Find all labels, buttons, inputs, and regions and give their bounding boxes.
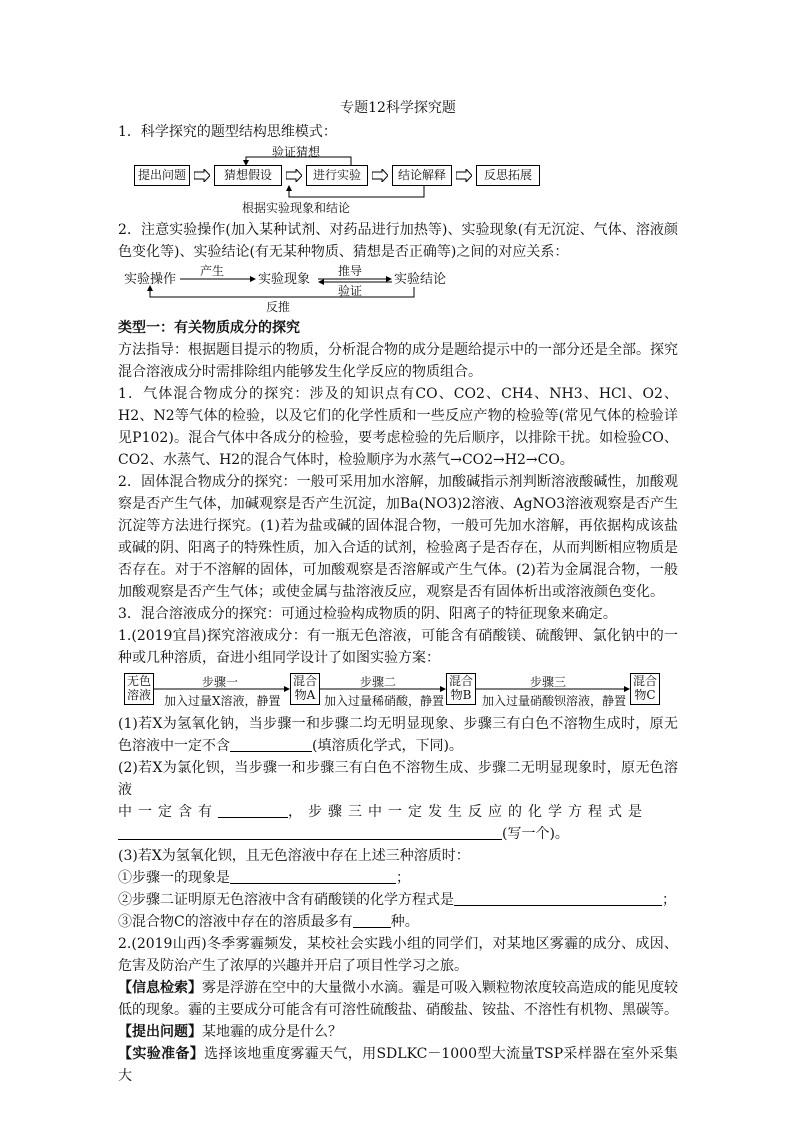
solid-mixture-paragraph: 2．固体混合物成分的探究：一般可采用加水溶解，加酸碱指示剂判断溶液酸碱性，加酸观察是否产生气体，加碱观察是否产生沉淀，加Ba(NO3)2溶液、AgNO3溶液观察是否产生沉淀等方法进行探究。(1)若为盐或碱的固体混合物，一般可先加水溶解，再依据构成该盐或碱的阴、阳离子的特殊性质，加入合适的试剂，检验离子是否存在，从而判断相应物质是否存在。对于不溶解的固体，可加酸观察是否溶解或产生气体。(2)若为金属混合物，一般加酸观察是否产生气体；或使金属与盐溶液反应，观察是否有固体析出或溶液颜色变化。 [118, 474, 678, 600]
flow3-box-colorless-solution [124, 673, 154, 705]
q1-3-1-suffix: ； [396, 870, 410, 886]
q2-info-tag: 【信息检索】 [118, 980, 202, 996]
box-line: 混合 [292, 674, 317, 688]
solution-mixture-paragraph: 3．混合溶液成分的探究：可通过检验构成物质的阴、阳离子的特征现象来确定。 [118, 606, 617, 622]
flow2-label-reverse: 反推 [266, 300, 291, 314]
box-line: 溶液 [126, 688, 151, 702]
question-1-part-2-end [118, 823, 678, 845]
relation-flow-diagram [124, 263, 678, 315]
question-2-question [118, 1021, 678, 1043]
box-line: 混合 [448, 674, 473, 688]
q1-1-suffix: (填溶质化学式，下同)。 [312, 738, 463, 754]
q1-2-text-b: 中一定含有 [118, 804, 218, 820]
question-1-part-3-3 [118, 911, 678, 933]
question-1-part-1 [118, 713, 678, 757]
q1-3-2-suffix: ； [662, 892, 676, 908]
document-page [118, 97, 678, 1087]
q1-3-3-text: ③混合物C的溶液中存在的溶质最多有 [118, 914, 353, 930]
flow2-label-infer: 推导 [338, 264, 363, 278]
flow1-bottom-label: 根据实验现象和结论 [242, 201, 351, 215]
flow2-node-conclusion: 实验结论 [394, 272, 447, 287]
answer-blank[interactable] [230, 867, 396, 884]
answer-blank[interactable] [454, 889, 662, 906]
flow3-box-mixture-c [630, 673, 660, 705]
q1-2-text: (2)若X为氯化钡，当步骤一和步骤三有白色不溶物生成、步骤二无明显现象时，原无色溶液 [118, 760, 678, 798]
type1-heading: 类型一：有关物质成分的探究 [118, 320, 300, 336]
q1-2-text-c: ，步骤三中一定发生反应的化学方程式是 [288, 804, 648, 820]
page-title: 专题12科学探究题 [340, 100, 456, 116]
box-line: 无色 [126, 674, 151, 688]
double-arrow-icon [286, 169, 302, 182]
question-1-part-3: (3)若X为氢氧化钡，且无色溶液中存在上述三种溶质时： [118, 848, 470, 864]
step1-note: 加入过量X溶液，静置 [164, 694, 281, 708]
question-2-prep [118, 1043, 678, 1087]
flow3-box-mixture-a [290, 673, 320, 705]
q2-info-text: 雾是浮游在空中的大量微小水滴。霾是可吸入颗粒物浓度较高造成的能见度较低的现象。霾的主要成分可能含有可溶性硫酸盐、硝酸盐、铵盐、不溶性有机物、黑碳等。 [118, 980, 678, 1018]
q2-question-text: 某地霾的成分是什么？ [202, 1024, 342, 1040]
experiment-steps-diagram [124, 673, 678, 711]
flow1-box-ask-question: 提出问题 [134, 165, 190, 186]
question-2-intro: 2.(2019山西)冬季雾霾频发，某校社会实践小组的同学们，对某地区雾霾的成分、成因、危害及防治产生了浓厚的兴趣并开启了项目性学习之旅。 [118, 936, 678, 974]
step2-label: 步骤二 [360, 675, 397, 689]
double-arrow-icon [456, 169, 472, 182]
question-1-part-3-1 [118, 867, 678, 889]
answer-blank[interactable] [230, 735, 312, 752]
flow2-label-produce: 产生 [200, 264, 225, 278]
flow1-box-conclusion: 结论解释 [392, 165, 452, 186]
question-1-part-2 [118, 757, 678, 801]
question-1-part-3-2 [118, 889, 678, 911]
flow2-node-phenomenon: 实验现象 [258, 272, 311, 287]
step1-label: 步骤一 [202, 675, 239, 689]
flow2-node-operation: 实验操作 [124, 272, 177, 287]
section-1-heading: 1．科学探究的题型结构思维模式： [118, 124, 337, 140]
q1-3-1-text: ①步骤一的现象是 [118, 870, 230, 886]
box-line: 混合 [632, 674, 657, 688]
question-1-intro: 1.(2019宜昌)探究溶液成分：有一瓶无色溶液，可能含有硝酸镁、硫酸钾、氯化钠中的一种或几种溶质，奋进小组同学设计了如图实验方案： [118, 628, 678, 666]
flow3-box-mixture-b [446, 673, 476, 705]
q1-3-2-text: ②步骤二证明原无色溶液中含有硝酸镁的化学方程式是 [118, 892, 454, 908]
flow1-box-experiment: 进行实验 [306, 165, 368, 186]
box-line: 物A [294, 688, 316, 702]
flow1-box-hypothesis: 猜想假设 [214, 165, 282, 186]
q1-1-text: (1)若X为氢氧化钠，当步骤一和步骤二均无明显现象、步骤三有白色不溶物生成时，原无色溶液中一定不含 [118, 716, 678, 754]
q2-prep-tag: 【实验准备】 [118, 1046, 205, 1062]
q2-question-tag: 【提出问题】 [118, 1024, 202, 1040]
question-2-info [118, 977, 678, 1021]
step2-note: 加入过量稀硝酸，静置 [324, 694, 445, 708]
box-line: 物C [634, 688, 656, 702]
answer-blank[interactable] [118, 823, 502, 840]
q1-2-suffix: (写一个)。 [502, 826, 569, 842]
box-line: 物B [450, 688, 472, 702]
step3-note: 加入过量硝酸钡溶液，静置 [482, 694, 627, 708]
flow2-label-verify: 验证 [338, 284, 363, 298]
method-guidance: 方法指导：根据题目提示的物质，分析混合物的成分是题给提示中的一部分还是全部。探究混合溶液成分时需排除组内能够发生化学反应的物质组合。 [118, 342, 678, 380]
section-2-text: 2．注意实验操作(加入某种试剂、对药品进行加热等)、实验现象(有无沉淀、气体、溶液颜色变化等)、实验结论(有无某种物质、猜想是否正确等)之间的对应关系： [118, 222, 678, 260]
step3-label: 步骤三 [530, 675, 567, 689]
flow1-box-reflection: 反思拓展 [476, 165, 540, 186]
answer-blank[interactable] [218, 801, 288, 818]
question-1-part-2-cont [118, 801, 678, 823]
double-arrow-icon [372, 169, 388, 182]
q2-prep-text: 选择该地重度雾霾天气，用SDLKC－1000型大流量TSP采样器在室外采集大 [118, 1046, 678, 1084]
answer-blank[interactable] [353, 911, 391, 928]
flow1-top-label: 验证猜想 [272, 145, 321, 159]
double-arrow-icon [194, 169, 210, 182]
inquiry-flow-diagram [134, 145, 678, 215]
gas-mixture-paragraph: 1．气体混合物成分的探究：涉及的知识点有CO、CO2、CH4、NH3、HCl、O2、H2、N2等气体的检验，以及它们的化学性质和一些反应产物的检验等(常见气体的检验详见P102)。混合气体中各成分的检验，要考虑检验的先后顺序，以排除干扰。如检验CO、CO2、水蒸气、H2的混合气体时，检验顺序为水蒸气→CO2→H2→CO。 [118, 386, 678, 468]
q1-3-3-suffix: 种。 [390, 914, 419, 930]
